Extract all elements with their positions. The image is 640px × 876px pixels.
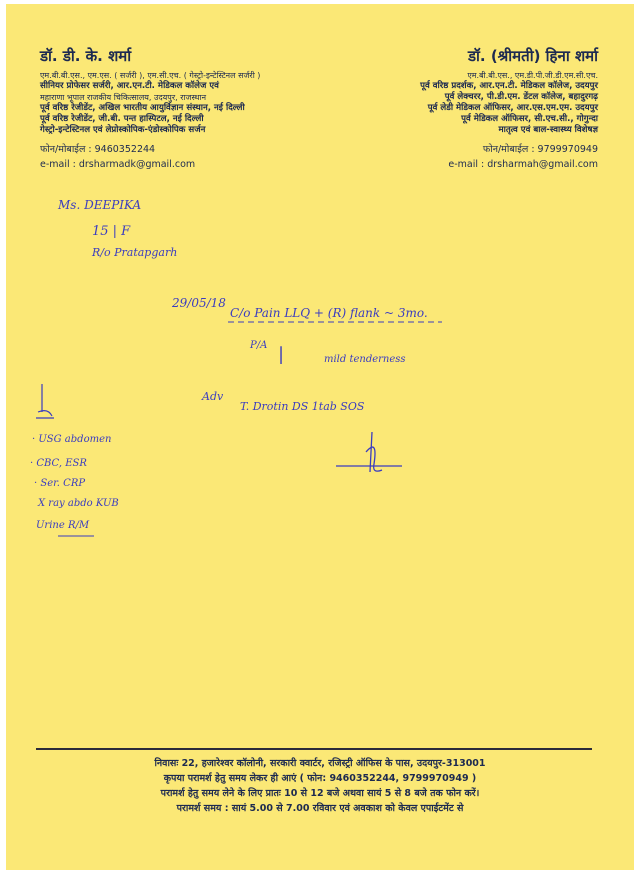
left-doctor-line: पूर्व वरिष्ठ रेजीडेंट, जी.बी. पन्त हास्पिटल, नई दिल्ली: [40, 114, 204, 124]
left-doctor-line: सीनियर प्रोफेसर सर्जरी, आर.एन.टी. मेडिकल कॉलेज एवं: [40, 81, 219, 91]
footer: [46, 756, 594, 816]
bracket-mark: |: [278, 344, 285, 365]
underline-mark: [58, 532, 98, 542]
handwritten-advice-prefix: Adv: [202, 390, 224, 403]
footer-address: निवासः 22, हजारेश्वर कॉलोनी, सरकारी क्वार्टर, रजिस्ट्री ऑफिस के पास, उदयपुर-313001: [154, 758, 486, 769]
underline-mark: [228, 310, 448, 330]
right-doctor-line: पूर्व मेडिकल ऑफिसर, सी.एच.सी., गोगुन्दा: [461, 114, 598, 124]
footer-call-time: परामर्श हेतु समय लेने के लिए प्रातः 10 से 12 बजे अथवा सायं 5 से 8 बजे तक फोन करें।: [160, 788, 480, 799]
rx-symbol-icon: [34, 382, 58, 422]
footer-appointment: कृपया परामर्श हेतु समय लेकर ही आएं ( फोन: 9460352244, 9799970949 ): [163, 773, 477, 784]
investigation-item: · Ser. CRP: [34, 478, 86, 489]
handwritten-finding: mild tenderness: [324, 354, 406, 365]
left-doctor-line: महाराणा भूपाल राजकीय चिकित्सालय, उदयपुर, राजस्थान: [40, 93, 207, 102]
investigation-item: · CBC, ESR: [30, 458, 87, 469]
footer-divider: [36, 748, 592, 750]
investigation-item: · USG abdomen: [32, 434, 112, 445]
signature-icon: [332, 428, 406, 484]
right-doctor-line: पूर्व लेक्चरर, पी.डी.एम. डेंटल कॉलेज, बहादुरगढ़: [444, 92, 598, 102]
right-doctor-name: डॉ. (श्रीमती) हिना शर्मा: [467, 47, 598, 65]
left-doctor-header: [40, 46, 330, 172]
investigation-item: Urine R/M: [36, 520, 90, 531]
investigation-item: X ray abdo KUB: [38, 498, 119, 509]
handwritten-pa: P/A: [250, 340, 268, 351]
handwritten-complaint: C/o Pain LLQ + (R) flank ~ 3mo.: [230, 306, 428, 320]
handwritten-date: 29/05/18: [172, 296, 226, 310]
left-doctor-qualification: एम.बी.बी.एस., एम.एस. ( सर्जरी ), एम.सी.एच. ( गेस्ट्रो-इन्टेस्टिनल सर्जरी ): [40, 71, 261, 80]
right-doctor-qualification: एम.बी.बी.एस., एम.डी.पी.जी.डी.एम.सी.एच.: [467, 71, 598, 80]
handwritten-medication: T. Drotin DS 1tab SOS: [240, 400, 365, 413]
right-doctor-line: पूर्व वरिष्ठ प्रदर्शक, आर.एन.टी. मेडिकल कॉलेज, उदयपुर: [420, 81, 598, 91]
right-doctor-specialty: मातृत्व एवं बाल-स्वास्थ्य विशेषज्ञ: [498, 125, 598, 135]
right-doctor-email: e-mail : drsharmah@gmail.com: [448, 159, 598, 170]
footer-consult-time: परामर्श समय : सायं 5.00 से 7.00 रविवार एवं अवकाश को केवल एपाईटमेंट से: [176, 803, 464, 814]
right-doctor-line: पूर्व लेडी मेडिकल ऑफिसर, आर.एस.एम.एम. उदयपुर: [427, 103, 598, 113]
prescription-letterhead: [6, 4, 634, 870]
right-doctor-phone: फोन/मोबाईल : 9799970949: [482, 144, 598, 155]
handwritten-patient-name: Ms. DEEPIKA: [58, 198, 142, 212]
left-doctor-specialty: गेस्ट्रो-इन्टेस्टिनल एवं लेप्रोस्कोपिक-एंडोस्कोपिक सर्जन: [40, 125, 206, 135]
left-doctor-phone: फोन/मोबाईल : 9460352244: [40, 144, 156, 155]
left-doctor-email: e-mail : drsharmadk@gmail.com: [40, 159, 196, 170]
handwritten-age-sex: 15 | F: [92, 224, 131, 239]
left-doctor-name: डॉ. डी. के. शर्मा: [40, 47, 132, 65]
handwritten-residence: R/o Pratapgarh: [92, 246, 178, 259]
right-doctor-header: [348, 46, 598, 172]
left-doctor-line: पूर्व वरिष्ठ रेजीडेंट, अखिल भारतीय आयुर्विज्ञान संस्थान, नई दिल्ली: [40, 103, 245, 113]
